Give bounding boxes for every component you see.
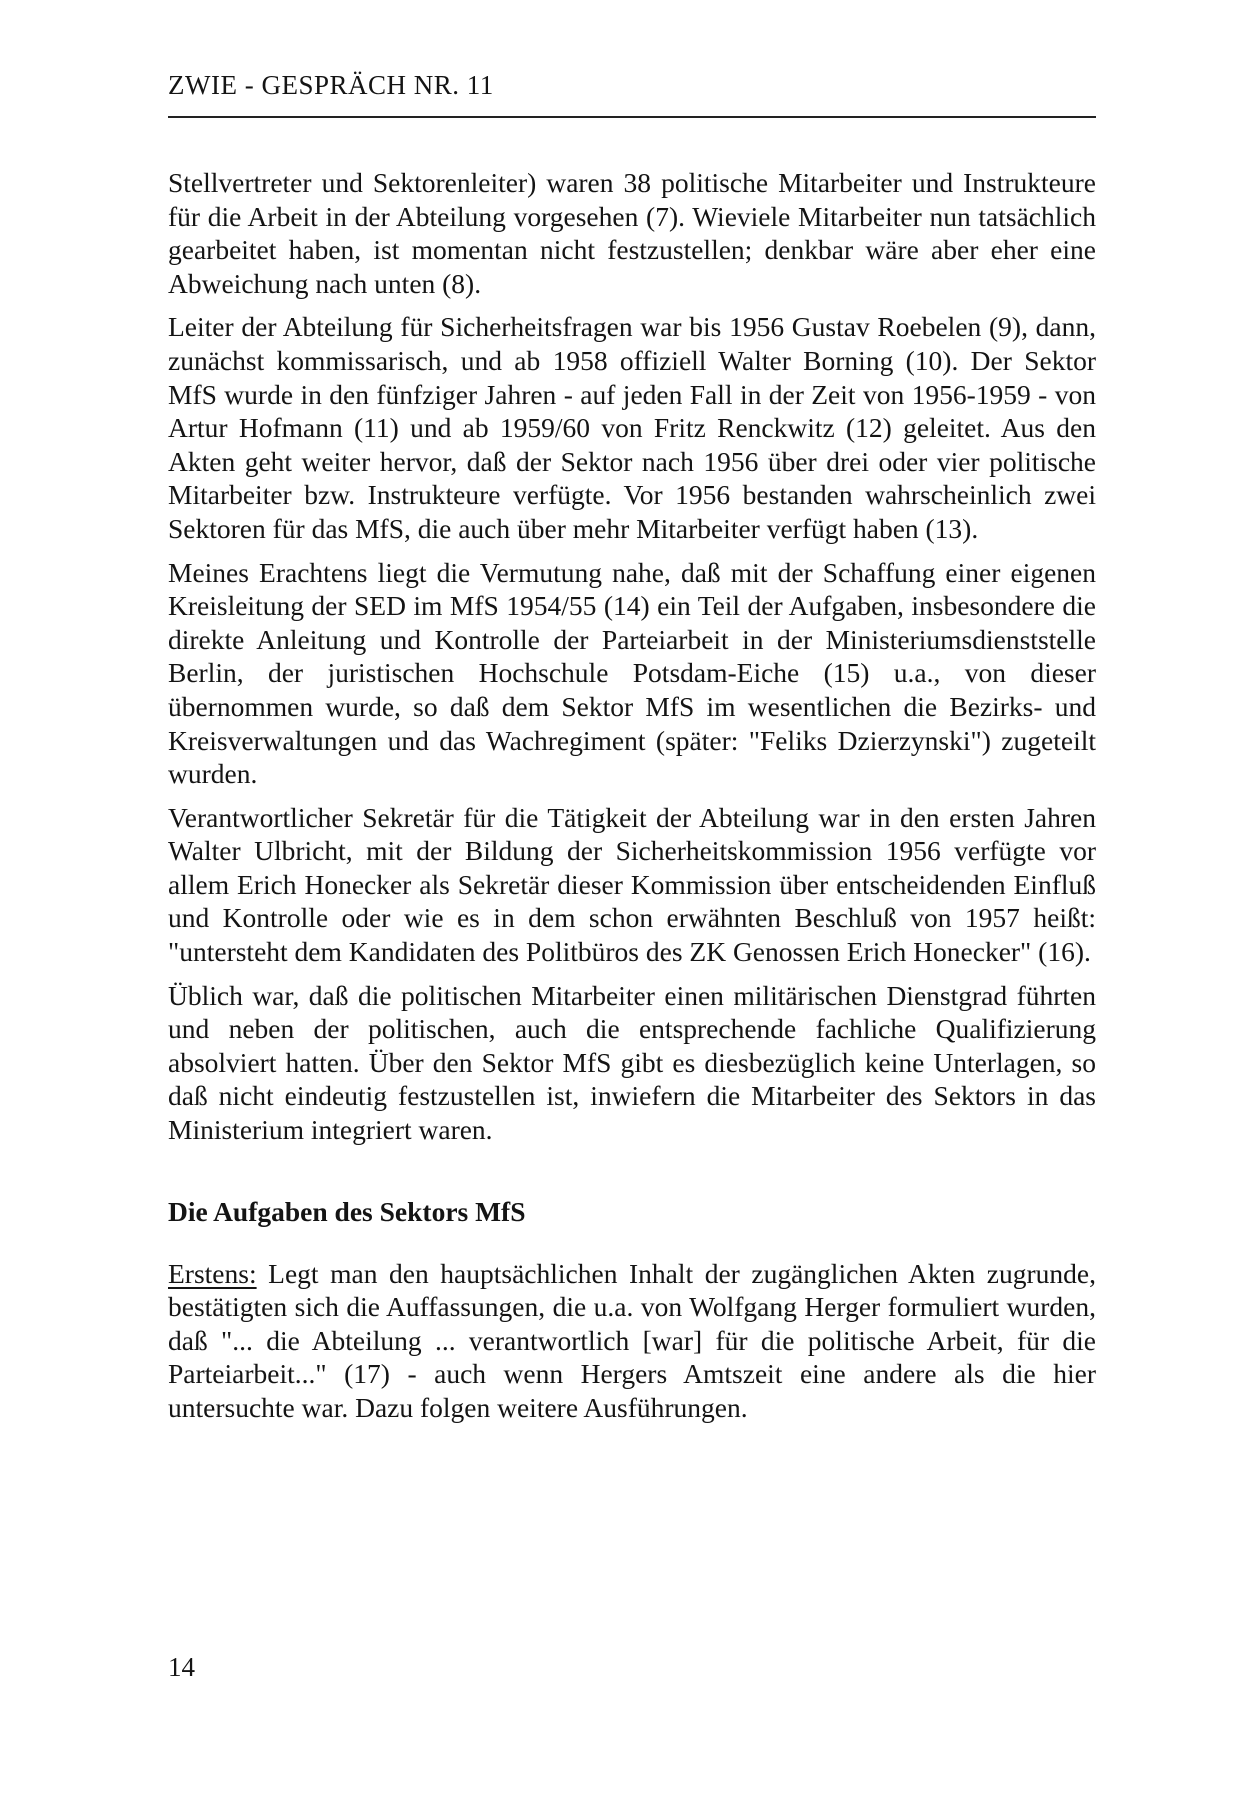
running-header: ZWIE - GESPRÄCH NR. 11 — [168, 70, 494, 100]
header-rule — [168, 116, 1096, 118]
paragraph: Leiter der Abteilung für Sicherheitsfragen war bis 1956 Gustav Roebelen (9), dann, zunächst kommissarisch, und ab 1958 offiziell Walter Borning (10). Der Sektor MfS wurde in den fünfziger Jahren - auf jeden Fall in der Zeit von 1956-1959 - von Artur Hofmann (11) und ab 1959/60 von Fritz Renckwitz (12) geleitet. Aus den Akten geht weiter hervor, daß der Sektor nach 1956 über drei oder vier politische Mitarbeiter bzw. Instrukteure verfügte. Vor 1956 bestanden wahrscheinlich zwei Sektoren für das MfS, die auch über mehr Mitarbeiter verfügt haben (13). — [168, 311, 1096, 544]
paragraph: Meines Erachtens liegt die Vermutung nahe, daß mit der Schaffung einer eigenen Kreisleitung der SED im MfS 1954/55 (14) ein Teil der Aufgaben, insbesondere die direkte Anleitung und Kontrolle der Parteiarbeit in der Ministeriumsdienststelle Berlin, der juristischen Hochschule Potsdam-Eiche (15) u.a., von dieser übernommen wurde, so daß dem Sektor MfS im wesentlichen die Bezirks- und Kreisverwaltungen und das Wachregiment (später: "Feliks Dzierzynski") zugeteilt wurden. — [168, 556, 1096, 790]
section-paragraph — [168, 1257, 1096, 1425]
paragraph: Stellvertreter und Sektorenleiter) waren 38 politische Mitarbeiter und Instrukteure für die Arbeit in der Abteilung vorgesehen (7). Wieviele Mitarbeiter nun tatsächlich gearbeitet haben, ist momentan nicht festzustellen; denkbar wäre aber eher eine Abweichung nach unten (8). — [168, 167, 1096, 299]
page-number: 14 — [168, 1652, 195, 1682]
paragraph: Üblich war, daß die politischen Mitarbeiter einen militärischen Dienstgrad führten und neben der politischen, auch die entsprechende fachliche Qualifizierung absolviert hatten. Über den Sektor MfS gibt es diesbezüglich keine Unterlagen, so daß nicht eindeutig festzustellen ist, inwiefern die Mitarbeiter des Sektors in das Ministerium integriert waren. — [168, 979, 1096, 1146]
section-lead-label: Erstens: — [168, 1257, 257, 1289]
section-lead-text: Legt man den hauptsächlichen Inhalt der zugänglichen Akten zugrunde, bestätigten sich die Auffassungen, die u.a. von Wolfgang Herger formuliert wurden, daß "... die Abteilung ... verantwortlich [war] für die politische Arbeit, für die Parteiarbeit..." (17) - auch wenn Hergers Amtszeit eine andere als die hier untersuchte war. Dazu folgen weitere Ausführungen. — [168, 1257, 1096, 1423]
body-text — [168, 166, 1096, 1435]
section-heading: Die Aufgaben des Sektors MfS — [168, 1195, 526, 1227]
paragraph: Verantwortlicher Sekretär für die Tätigkeit der Abteilung war in den ersten Jahren Walter Ulbricht, mit der Bildung der Sicherheitskommission 1956 verfügte vor allem Erich Honecker als Sekretär dieser Kommission über entscheidenden Einfluß und Kontrolle oder wie es in dem schon erwähnten Beschluß von 1957 heißt: "untersteht dem Kandidaten des Politbüros des ZK Genossen Erich Honecker" (16). — [168, 801, 1096, 968]
